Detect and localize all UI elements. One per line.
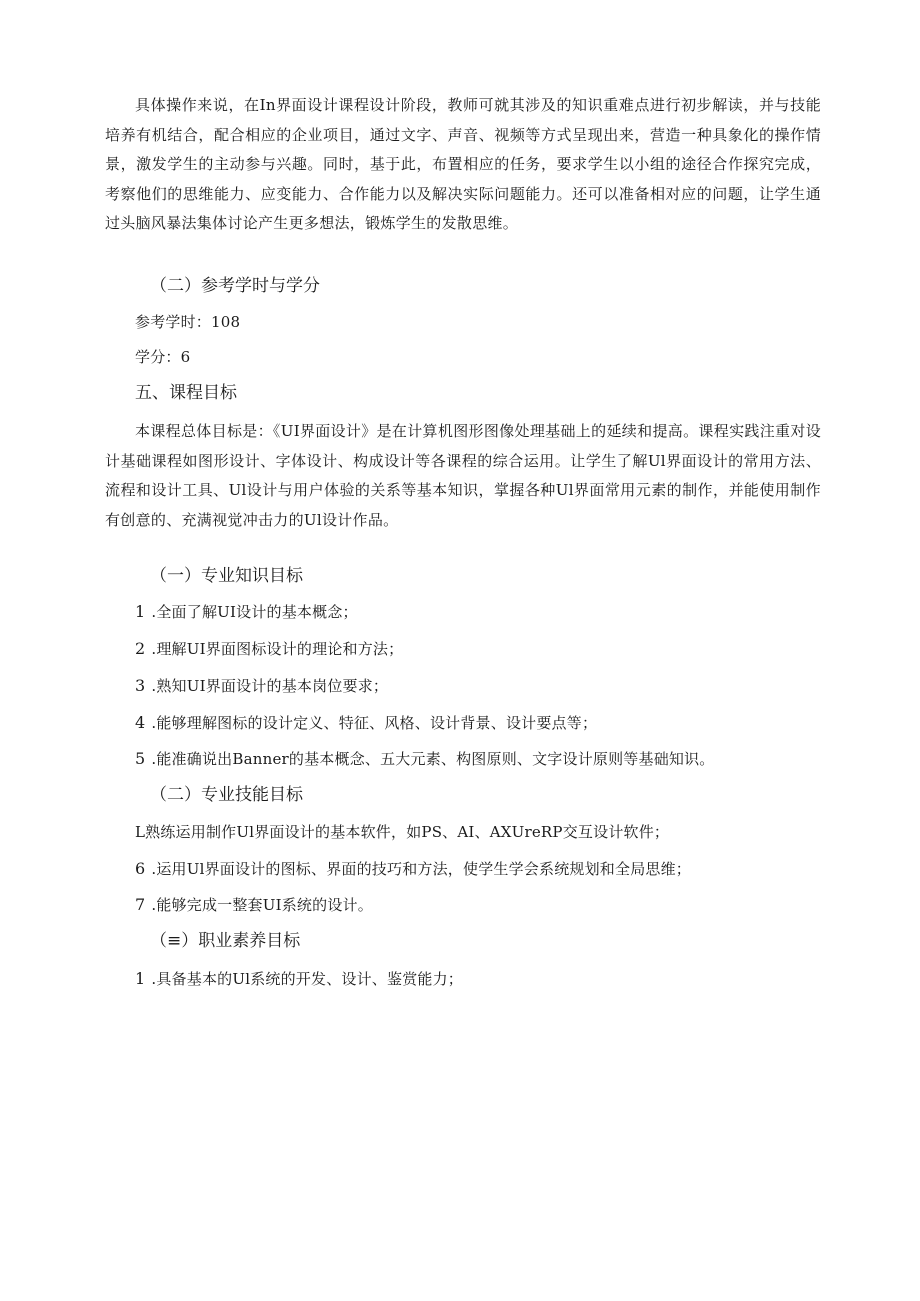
knowledge-goal-item [135,748,715,770]
item-number: 1 [135,602,146,621]
item-number: 5 [135,749,146,768]
professional-goal-item [135,968,463,990]
item-text: .具备基本的Ul系统的开发、设计、鉴赏能力； [151,970,463,988]
intro-paragraph: 具体操作来说，在In界面设计课程设计阶段，教师可就其涉及的知识重难点进行初步解读，并与技能培养有机结合，配合相应的企业项目，通过文字、声音、视频等方式呈现出来，营造一种具象化的操作情景，激发学生的主动参与兴趣。同时，基于此，布置相应的任务，要求学生以小组的途径合作探究完成，考察他们的思维能力、应变能力、合作能力以及解决实际问题能力。还可以准备相对应的问题，让学生通过头脑风暴法集体讨论产生更多想法，锻炼学生的发散思维。 [105,96,821,232]
reference-hours: 参考学时：108 [135,313,241,331]
item-text: .能够理解图标的设计定义、特征、风格、设计背景、设计要点等； [151,714,598,732]
skill-goal-item [135,858,691,880]
item-text: .能够完成一整套UI系统的设计。 [151,896,373,914]
skill-goal-item [135,821,669,843]
item-text: .熟知UI界面设计的基本岗位要求； [151,677,389,695]
item-number: 2 [135,639,146,658]
item-number: 4 [135,713,146,732]
item-number: 6 [135,859,146,878]
knowledge-goal-item [135,675,388,697]
knowledge-goals-heading: （一）专业知识目标 [150,566,303,586]
item-text: .理解UI界面图标设计的理论和方法； [151,640,404,658]
section-five-heading: 五、课程目标 [135,383,237,403]
item-number: 3 [135,676,146,695]
professional-goals-heading: （≡）职业素养目标 [150,931,301,951]
hours-credits-heading: （二）参考学时与学分 [150,276,320,296]
item-number: 7 [135,895,146,914]
knowledge-goal-item [135,712,597,734]
skill-goal-item [135,894,373,916]
credits: 学分：6 [135,348,191,366]
item-text: .能准确说出Banner的基本概念、五大元素、构图原则、文字设计原则等基础知识。 [151,750,715,768]
item-number: 1 [135,969,146,988]
knowledge-goal-item [135,638,403,660]
course-goal-paragraph: 本课程总体目标是：《UI界面设计》是在计算机图形图像处理基础上的延续和提高。课程实践注重对设计基础课程如图形设计、字体设计、构成设计等各课程的综合运用。让学生了解Ul界面设计的常用方法、流程和设计工具、Ul设计与用户体验的关系等基本知识，掌握各种Ul界面常用元素的制作，并能使用制作有创意的、充满视觉冲击力的Ul设计作品。 [105,422,821,529]
item-text: L熟练运用制作Ul界面设计的基本软件，如PS、AI、AXUreRP交互设计软件； [135,823,670,841]
item-text: .运用Ul界面设计的图标、界面的技巧和方法，使学生学会系统规划和全局思维； [151,860,692,878]
item-text: .全面了解UI设计的基本概念； [151,603,358,621]
skill-goals-heading: （二）专业技能目标 [150,785,303,805]
knowledge-goal-item [135,601,358,623]
